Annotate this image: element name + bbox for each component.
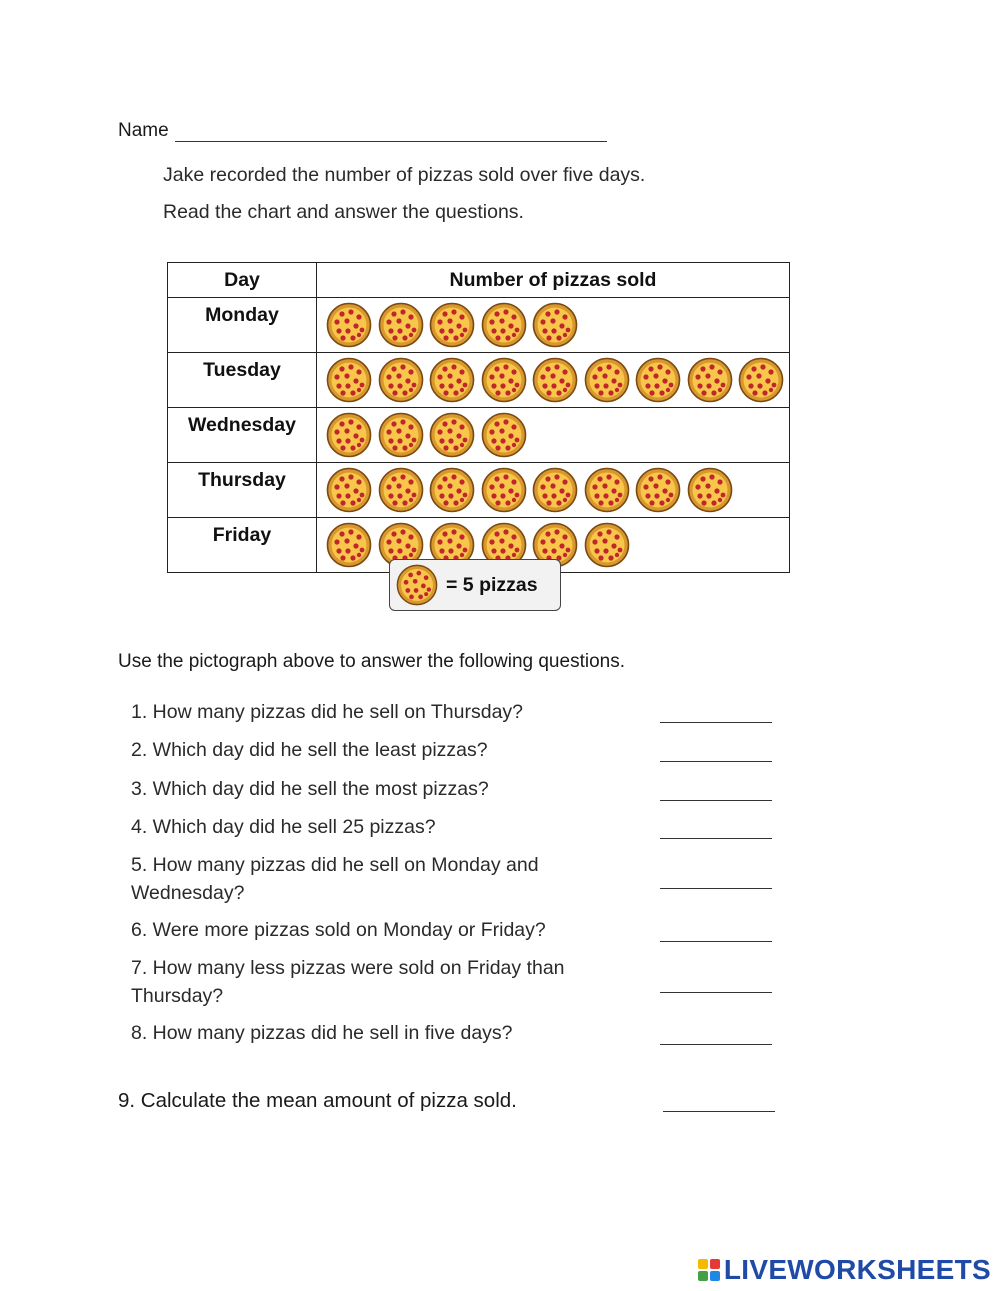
pizza-icon xyxy=(378,467,424,513)
question-7: 7. How many less pizzas were sold on Friday than Thursday? xyxy=(131,957,565,1007)
column-header-day: Day xyxy=(168,263,317,298)
answer-blank-7[interactable] xyxy=(660,992,772,993)
question-6: 6. Were more pizzas sold on Monday or Friday? xyxy=(131,919,546,941)
pizza-icon xyxy=(378,357,424,403)
answer-blank-9[interactable] xyxy=(663,1111,775,1112)
pizza-icon xyxy=(396,564,438,606)
table-row xyxy=(168,298,790,353)
column-header-pizzas: Number of pizzas sold xyxy=(317,263,790,298)
pizza-icon xyxy=(326,467,372,513)
answer-blank-8[interactable] xyxy=(660,1044,772,1045)
table-row xyxy=(168,463,790,518)
name-blank[interactable] xyxy=(175,123,607,142)
day-label: Friday xyxy=(168,518,317,573)
question-8: 8. How many pizzas did he sell in five days? xyxy=(131,1022,513,1044)
pictograph-table xyxy=(167,262,790,573)
pizza-icon xyxy=(429,302,475,348)
pizza-icon xyxy=(481,412,527,458)
intro-line-2: Read the chart and answer the questions. xyxy=(163,201,524,223)
day-label: Wednesday xyxy=(168,408,317,463)
question-4: 4. Which day did he sell 25 pizzas? xyxy=(131,816,436,838)
pizza-symbols xyxy=(317,463,790,518)
pizza-icon xyxy=(532,467,578,513)
pizza-icon xyxy=(532,357,578,403)
pizza-icon xyxy=(584,467,630,513)
pizza-icon xyxy=(584,357,630,403)
pizza-icon xyxy=(326,412,372,458)
table-row xyxy=(168,408,790,463)
pizza-icon xyxy=(429,467,475,513)
pizza-icon xyxy=(532,302,578,348)
answer-blank-1[interactable] xyxy=(660,722,772,723)
question-9: 9. Calculate the mean amount of pizza sold. xyxy=(118,1089,517,1112)
name-label: Name xyxy=(118,120,169,141)
pizza-icon xyxy=(687,467,733,513)
pizza-icon xyxy=(378,302,424,348)
question-5: 5. How many pizzas did he sell on Monday and Wednesday? xyxy=(131,854,539,904)
name-field xyxy=(118,120,607,142)
pizza-icon xyxy=(481,357,527,403)
day-label: Tuesday xyxy=(168,353,317,408)
pizza-icon xyxy=(326,357,372,403)
pizza-icon xyxy=(584,522,630,568)
answer-blank-2[interactable] xyxy=(660,761,772,762)
pizza-icon xyxy=(481,302,527,348)
pizza-icon xyxy=(635,357,681,403)
key-label: = 5 pizzas xyxy=(446,573,538,596)
pizza-icon xyxy=(635,467,681,513)
intro-line-1: Jake recorded the number of pizzas sold over five days. xyxy=(163,164,646,186)
instructions: Use the pictograph above to answer the following questions. xyxy=(118,651,625,672)
pizza-icon xyxy=(378,412,424,458)
pizza-icon xyxy=(429,412,475,458)
pizza-icon xyxy=(687,357,733,403)
day-label: Thursday xyxy=(168,463,317,518)
pizza-icon xyxy=(481,467,527,513)
table-row xyxy=(168,353,790,408)
table-header-row xyxy=(168,263,790,298)
question-3: 3. Which day did he sell the most pizzas? xyxy=(131,778,489,800)
pizza-icon xyxy=(738,357,784,403)
pizza-icon xyxy=(326,302,372,348)
logo-block xyxy=(698,1271,708,1281)
pizza-symbols xyxy=(317,408,790,463)
logo-blocks-icon xyxy=(698,1259,720,1281)
liveworksheets-logo xyxy=(698,1254,991,1286)
question-1: 1. How many pizzas did he sell on Thursday? xyxy=(131,701,524,723)
logo-block xyxy=(710,1259,720,1269)
logo-block xyxy=(710,1271,720,1281)
pizza-icon xyxy=(326,522,372,568)
pizza-symbols xyxy=(317,298,790,353)
answer-blank-3[interactable] xyxy=(660,800,772,801)
day-label: Monday xyxy=(168,298,317,353)
answer-blank-5[interactable] xyxy=(660,888,772,889)
pictograph-key xyxy=(389,559,561,611)
pizza-icon xyxy=(429,357,475,403)
pizza-symbols xyxy=(317,353,790,408)
logo-block xyxy=(698,1259,708,1269)
answer-blank-6[interactable] xyxy=(660,941,772,942)
question-2: 2. Which day did he sell the least pizzas? xyxy=(131,739,488,761)
answer-blank-4[interactable] xyxy=(660,838,772,839)
logo-wordmark: LIVEWORKSHEETS xyxy=(723,1254,991,1285)
